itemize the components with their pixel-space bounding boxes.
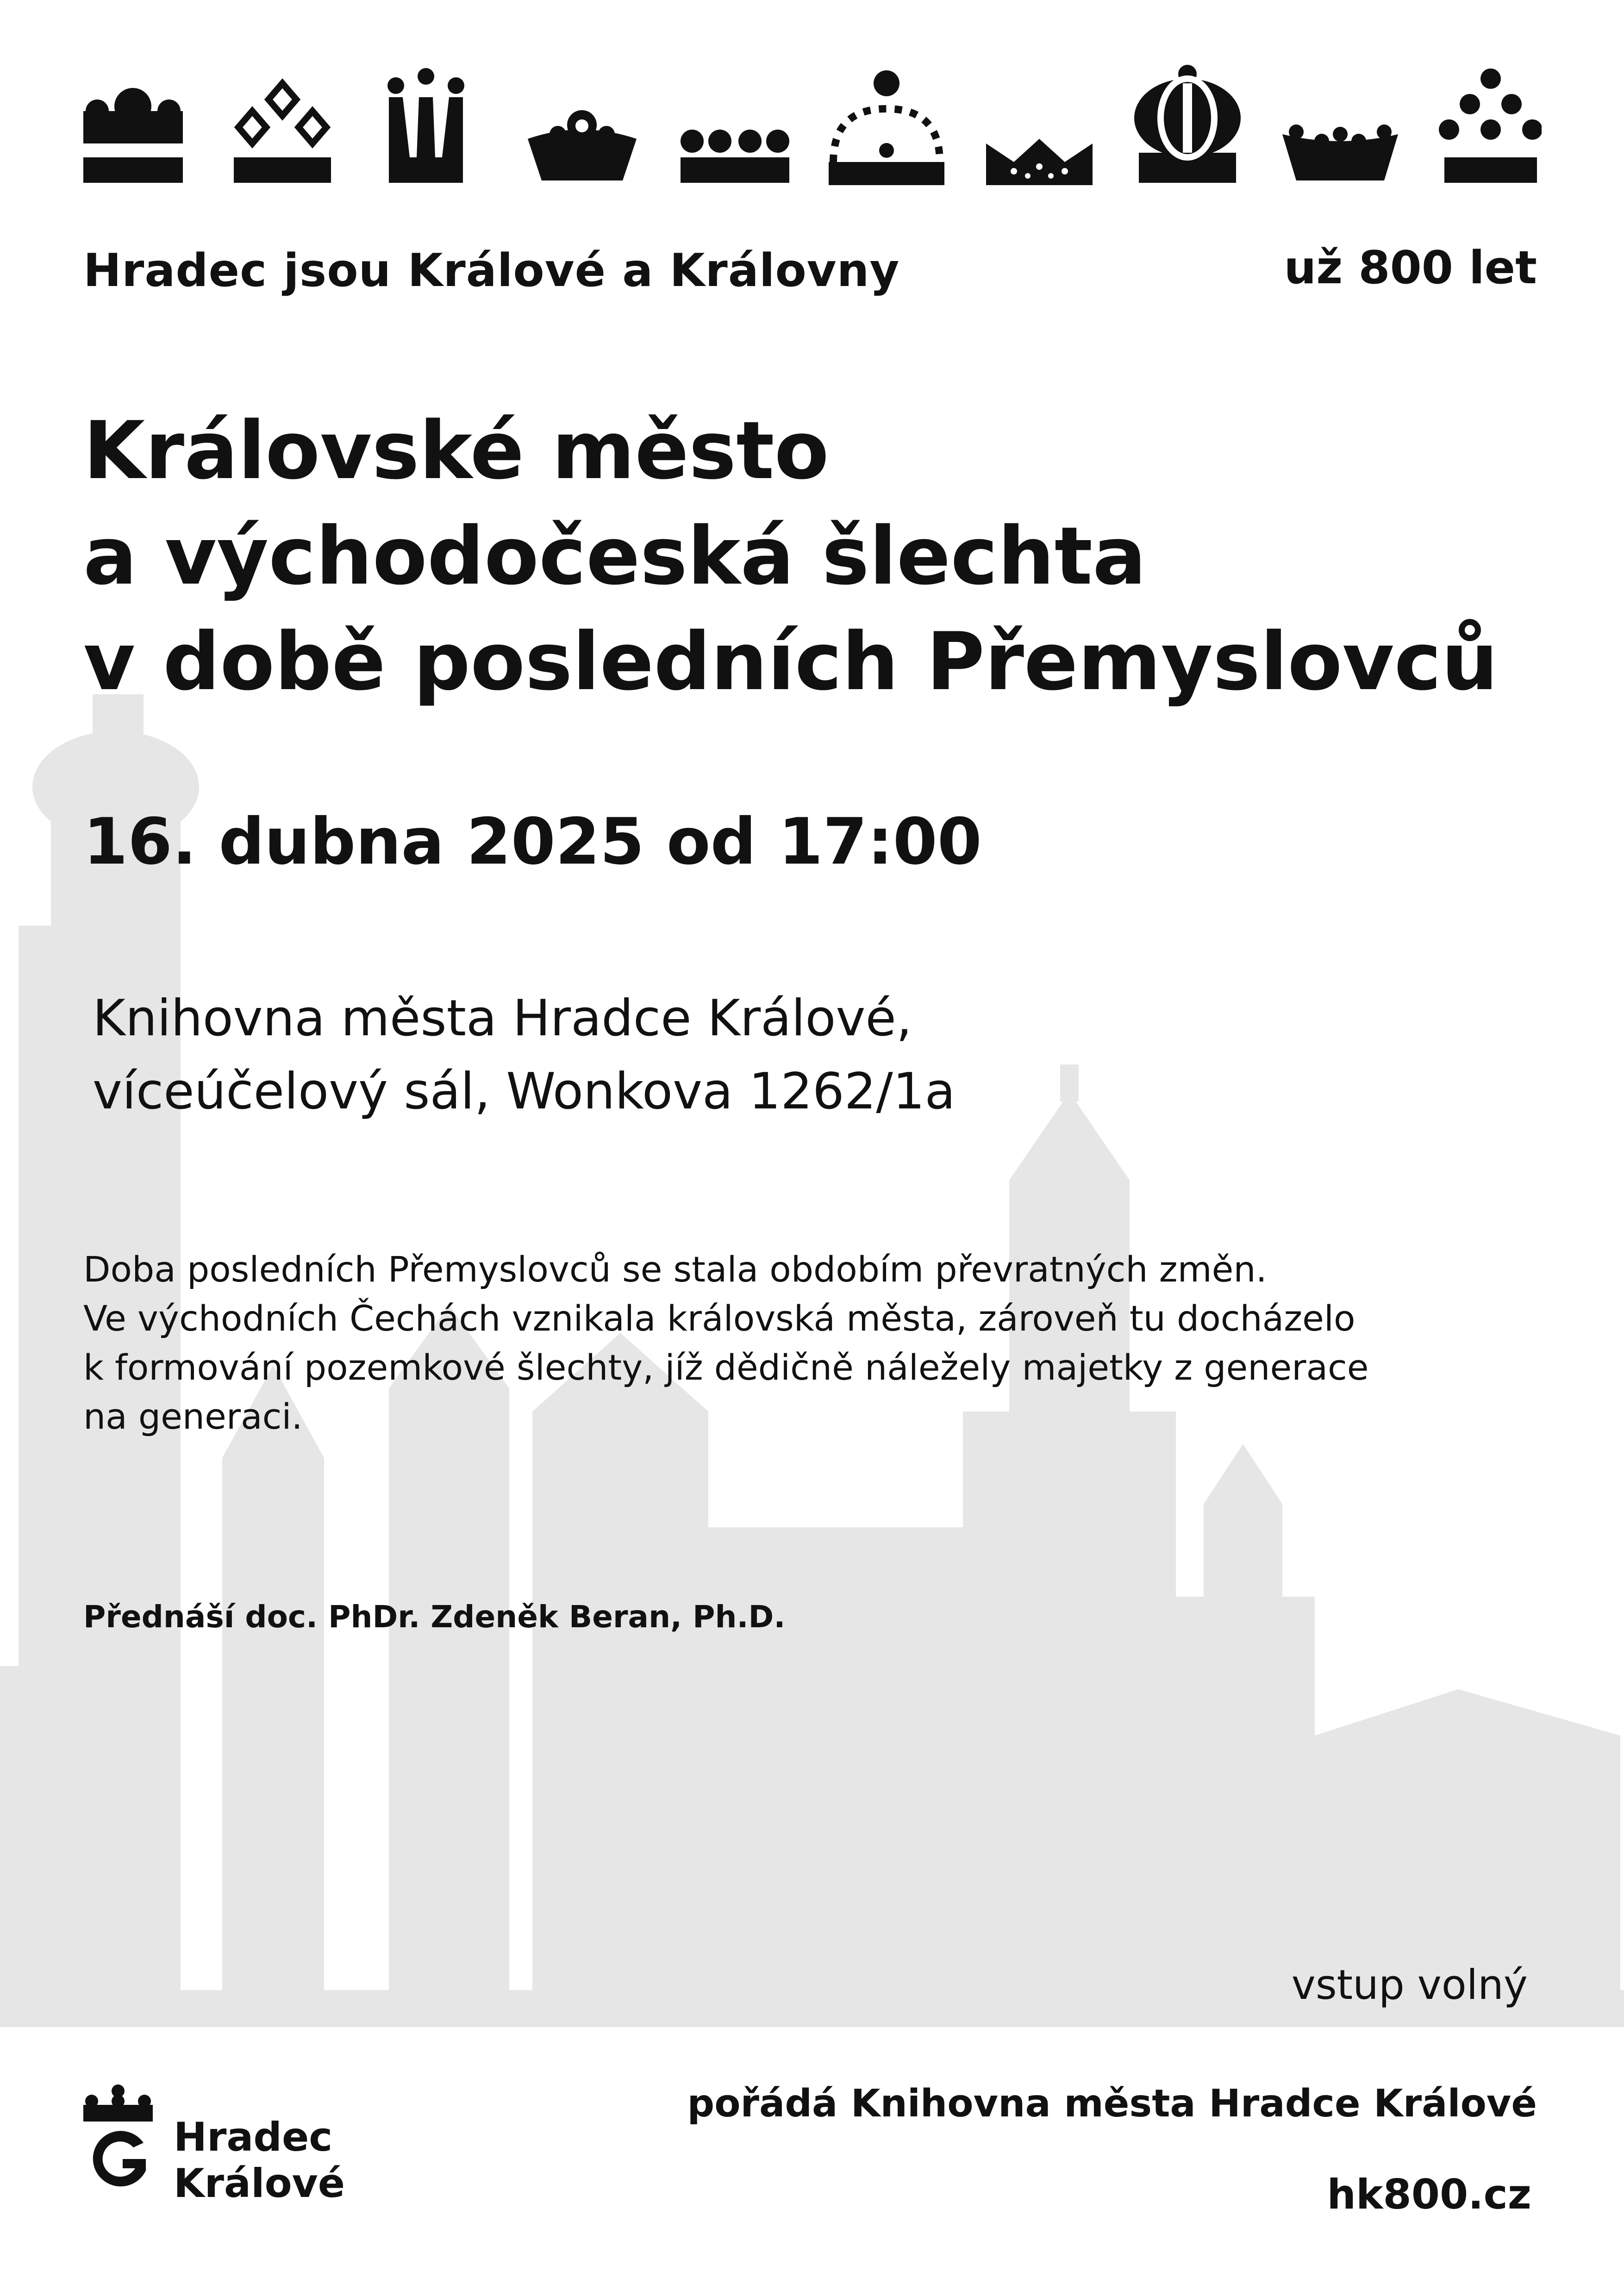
venue-line: víceúčelový sál, Wonkova 1262/1a [93, 1063, 956, 1120]
description-line: Doba posledních Přemyslovců se stala obdobím převratných změn. [83, 1249, 1267, 1290]
description-line: na generaci. [83, 1396, 303, 1437]
crown-4-icon [528, 110, 637, 180]
crown-icon-row [83, 65, 1542, 190]
lecturer-credit: Přednáší doc. PhDr. Zdeněk Beran, Ph.D. [83, 1599, 786, 1635]
anniversary-label: už 800 let [1284, 242, 1537, 294]
crown-9-icon [1282, 124, 1398, 180]
hradec-kralove-logo-icon [83, 2083, 153, 2194]
event-date: 16. dubna 2025 od 17:00 [83, 804, 982, 879]
entry-note: vstup volný [1291, 1961, 1528, 2009]
event-title-line: v době posledních Přemyslovců [83, 615, 1498, 708]
logo-line-1: Hradec [174, 2114, 333, 2160]
crown-8-icon [1134, 65, 1241, 183]
description-line: k formování pozemkové šlechty, jíž dědičně náležely majetky z generace [83, 1347, 1369, 1388]
series-title: Hradec jsou Králové a Královny [83, 244, 900, 297]
crown-5-icon [681, 130, 789, 183]
website-link[interactable]: hk800.cz [1327, 2171, 1531, 2218]
event-description [83, 1245, 1369, 1441]
organizer-credit: pořádá Knihovna města Hradce Králové [687, 2082, 1537, 2126]
crown-3-icon [387, 68, 464, 183]
event-title [83, 398, 1498, 715]
logo-line-2: Králové [174, 2160, 345, 2207]
event-venue [93, 982, 956, 1128]
crown-1-icon [83, 88, 183, 183]
crown-10-icon [1439, 68, 1542, 183]
crown-7-icon [986, 139, 1093, 185]
venue-line: Knihovna města Hradce Králové, [93, 989, 912, 1047]
event-title-line: a východočeská šlechta [83, 510, 1147, 603]
crown-6-icon [829, 70, 944, 185]
description-line: Ve východních Čechách vznikala královská města, zároveň tu docházelo [83, 1298, 1355, 1339]
crown-2-icon [234, 83, 331, 183]
event-title-line: Královské město [83, 404, 829, 497]
logo-wordmark [174, 2114, 345, 2207]
